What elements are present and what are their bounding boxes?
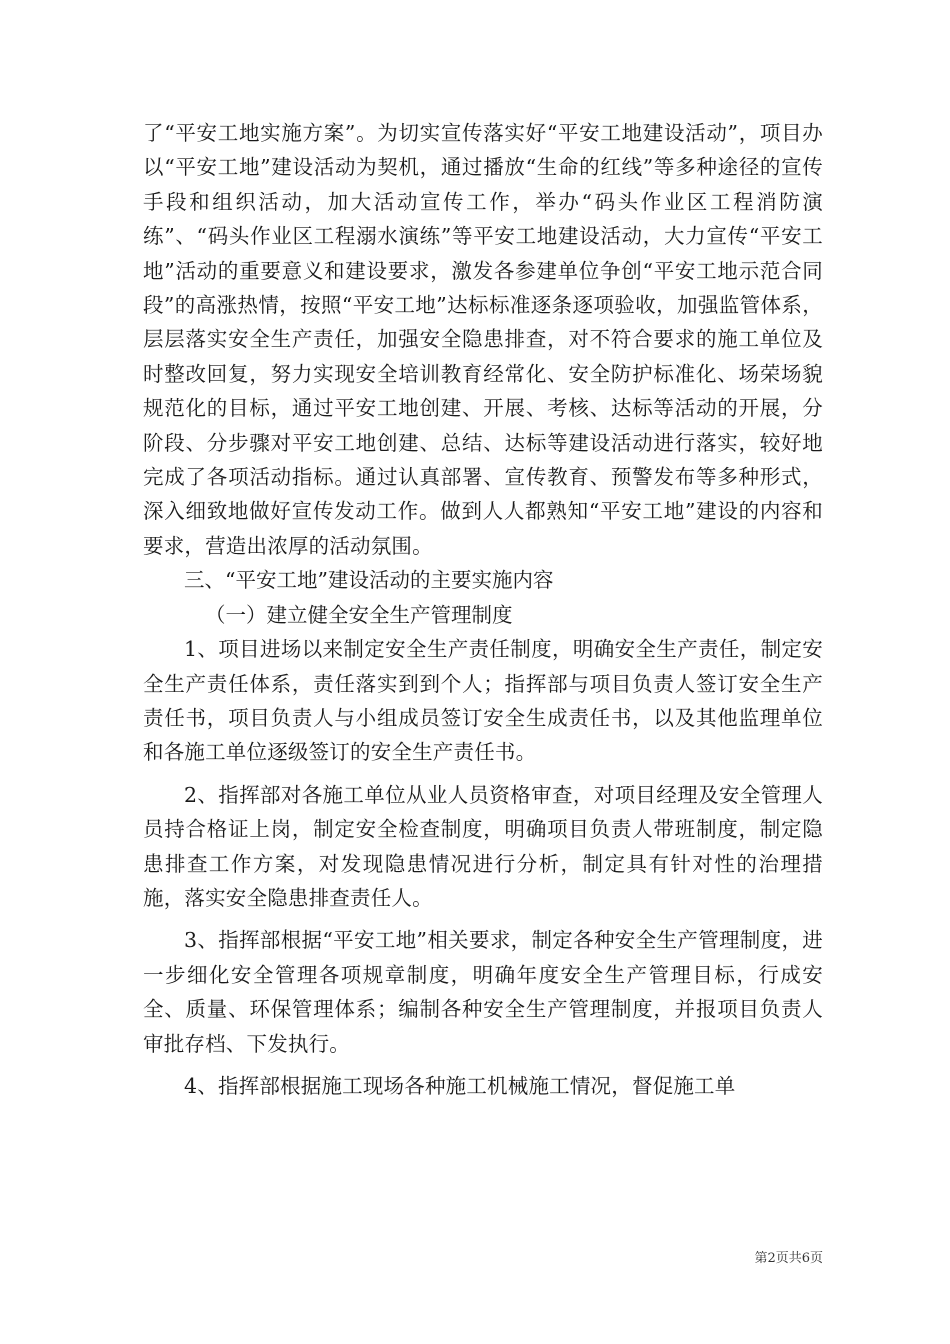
- paragraph-item-3: 3、指挥部根据“平安工地”相关要求，制定各种安全生产管理制度，进一步细化安全管理各项规章制度，明确年度安全生产管理目标，行成安全、质量、环保管理体系；编制各种安全生产管理制度，并报项目负责人审批存档、下发执行。: [143, 928, 823, 1056]
- paragraph-item-2: 2、指挥部对各施工单位从业人员资格审查，对项目经理及安全管理人员持合格证上岗，制定安全检查制度，明确项目负责人带班制度，制定隐患排查工作方案，对发现隐患情况进行分析，制定具有针对性的治理措施，落实安全隐患排查责任人。: [143, 782, 823, 910]
- paragraph-intro-continued: 了“平安工地实施方案”。为切实宣传落实好“平安工地建设活动”，项目办以“平安工地”建设活动为契机，通过播放“生命的红线”等多种途径的宣传手段和组织活动，加大活动宣传工作，举办“码头作业区工程消防演练”、“码头作业区工程溺水演练”等平安工地建设活动，大力宣传“平安工地”活动的重要意义和建设要求，激发各参建单位争创“平安工地示范合同段”的高涨热情，按照“平安工地”达标标准逐条逐项验收，加强监管体系，层层落实安全生产责任，加强安全隐患排查，对不符合要求的施工单位及时整改回复，努力实现安全培训教育经常化、安全防护标准化、场荣场貌规范化的目标，通过平安工地创建、开展、考核、达标等活动的开展，分阶段、分步骤对平安工地创建、总结、达标等建设活动进行落实，较好地完成了各项活动指标。通过认真部署、宣传教育、预警发布等多种形式，深入细致地做好宣传发动工作。做到人人都熟知“平安工地”建设的内容和要求，营造出浓厚的活动氛围。: [143, 121, 823, 558]
- page-number: 第2页共6页: [754, 1251, 823, 1266]
- document-body: [143, 116, 823, 1103]
- paragraph-item-1: 1、项目进场以来制定安全生产责任制度，明确安全生产责任，制定安全生产责任体系，责任落实到到个人；指挥部与项目负责人签订安全生产责任书，项目负责人与小组成员签订安全生成责任书，以及其他监理单位和各施工单位逐级签订的安全生产责任书。: [143, 637, 823, 765]
- paragraph-item-4: 4、指挥部根据施工现场各种施工机械施工情况，督促施工单: [184, 1073, 736, 1098]
- subsection-heading-1: （一）建立健全安全生产管理制度: [205, 602, 513, 627]
- section-heading-3: 三、“平安工地”建设活动的主要实施内容: [184, 568, 554, 593]
